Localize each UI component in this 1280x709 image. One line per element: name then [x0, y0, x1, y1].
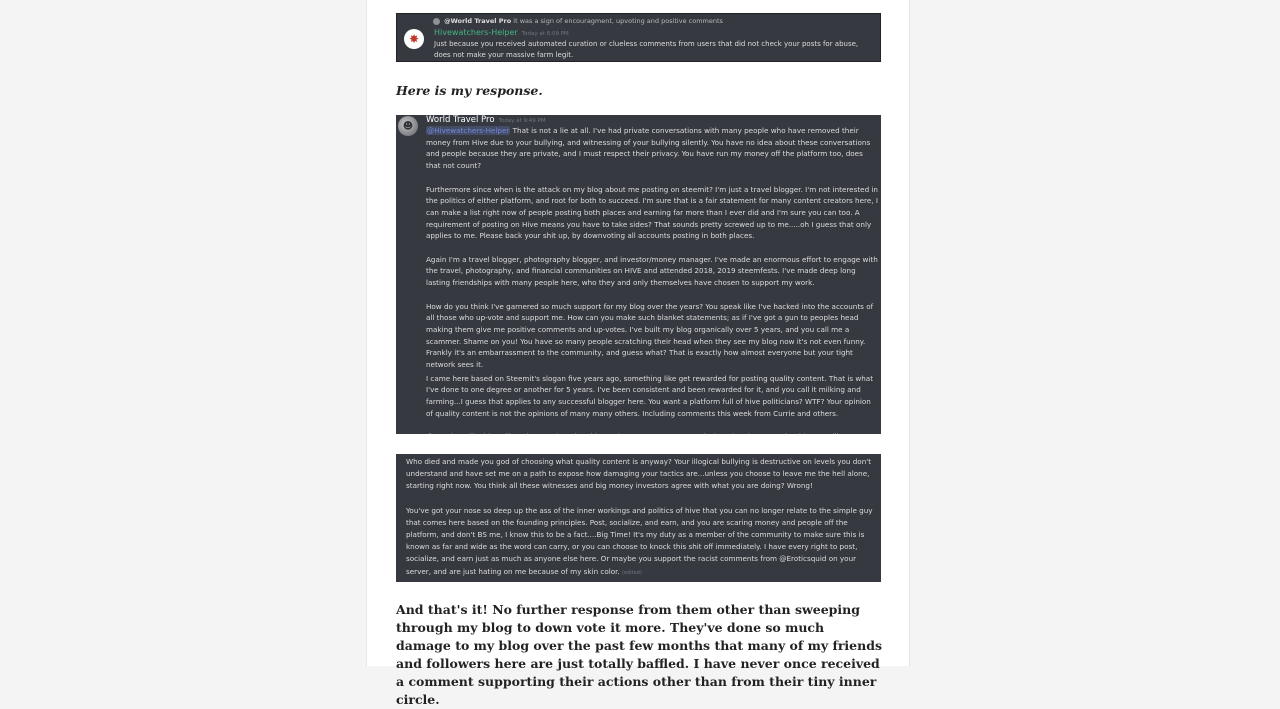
discord-screenshot-reply	[396, 13, 881, 62]
continuation-p2-text: You've got your nose so deep up the ass of the inner workings and politics of hive that you can no longer relate to the simple guy that comes here based on the founding principles. Post, socialize, and earn, and you are scaring money and people off the platform, and don't BS me, I know this to be a fact....Big Time! It's my duty as a member of the community to make sure this is known as far and wide as the word can carry, or you can choose to knock this shit off immediately. I have every right to post, socialize, and earn just as much as anyone else here. Or maybe you support the racist comments from @Eroticsquid on your server, and are just hating on me because of my skin color.	[406, 505, 873, 576]
bot-username	[434, 28, 569, 37]
bot-name-text: Hivewatchers-Helper	[434, 28, 518, 37]
continuation-paragraph-1: Who died and made you god of choosing what quality content is anyway? Your illogical bullying is destructive on levels you don't understand and have set me on a path to expose how damaging your tactics are...unless you choose to leave me the hell alone, starting right now. You think all these witnesses and big money investors agree with what you are doing? Wrong!	[406, 457, 872, 491]
response-paragraph-2: Furthermore since when is the attack on my blog about me posting on steemit? I'm just a travel blogger. I'm not interested in the politics of either platform, and root for both to succeed. I'm sure that is a fair statement for many content creators here, I can make a list right now of people posting both places and earning far more than I ever did and I'm sure you can too. A requirement of posting on Hive means you have to take sides? That sounds pretty screwed up to me.....oh I guess that only applies to me. Please back your shit up, by downvoting all accounts posting in both places.	[426, 184, 878, 241]
response-author: World Travel Pro	[426, 115, 495, 125]
bot-avatar-icon: ✸	[404, 29, 424, 49]
discord-screenshot-continuation	[396, 454, 881, 582]
mention-tag: @Hivewatchers-Helper	[427, 126, 510, 135]
user-avatar-icon: ☻	[398, 116, 418, 136]
reply-quote: it was a sign of encouragment, upvoting and positive comments	[513, 17, 723, 25]
response-timestamp: Today at 9:49 PM	[498, 118, 546, 124]
response-paragraph-5: I came here based on Steemit's slogan five years ago, something like get rewarded for posting quality content. That is what I've done to one degree or another for 5 years. I've been consistent and been rewarded for it, and you call it milking and farming...I guess that applies to any successful blogger here. You want a platform full of hive politicians? WTF? Your opinion of quality content is not the opinions of many many others. Including comments this week from Currie and others.	[426, 373, 874, 418]
response-username	[426, 115, 546, 125]
closing-paragraph: And that's it! No further response from them other than sweeping through my blog to down vote it more. They've done so much damage to my blog over the past few months that many of my friends and followers here are just totally baffled. I have never once received a comment supporting their actions other than from their tiny inner circle.	[396, 602, 882, 707]
discord-screenshot-response	[396, 115, 881, 434]
reply-reference	[433, 17, 723, 25]
intro-paragraph: Here is my response.	[396, 83, 543, 98]
response-message	[426, 125, 878, 434]
response-paragraph-3: Again I'm a travel blogger, photography blogger, and investor/money manager. I've made an enormous effort to engage with the travel, photography, and financial communities on HIVE and attended 2018, 2019 steemfests. I've made deep long lasting friendships with many people here, who they and only themselves have chosen to support my work.	[426, 254, 878, 288]
reply-author: @World Travel Pro	[444, 17, 512, 25]
bot-timestamp: Today at 6:09 PM	[521, 31, 569, 37]
continuation-message	[406, 456, 876, 582]
response-p1-text: That is not a lie at all. I've had private conversations with many people who have removed their money from Hive due to your bullying, and witnessing of your bullying silently. You have no idea about these conversations and people because they are private, and I must respect their privacy. You have run my money off the platform too, does that not count?	[426, 126, 871, 171]
edited-label: (edited)	[622, 569, 642, 576]
response-paragraph-1	[426, 125, 878, 172]
continuation-paragraph-2	[406, 505, 876, 579]
response-paragraph-4: How do you think I've garnered so much support for my blog over the years? You speak like I've hacked into the accounts of all those who up-vote and support me. How can you make such blanket statements; as if I've got a gun to peoples head making them give me positive comments and up-votes. I've built my blog organically over 5 years, and you call me a scammer. Shame on you! You have so many people scratching their head when they see my blog now it's not even funny. Frankly it's an embarrassment to the community, and guess what? That is exactly how almost everyone but your tight network sees it.	[426, 301, 874, 370]
response-paragraph-6	[426, 431, 878, 434]
reply-avatar-icon	[433, 18, 440, 25]
bot-message: Just because you received automated curation or clueless comments from users that did not check your posts for abuse, does not make your massive farm legit.	[434, 40, 859, 59]
